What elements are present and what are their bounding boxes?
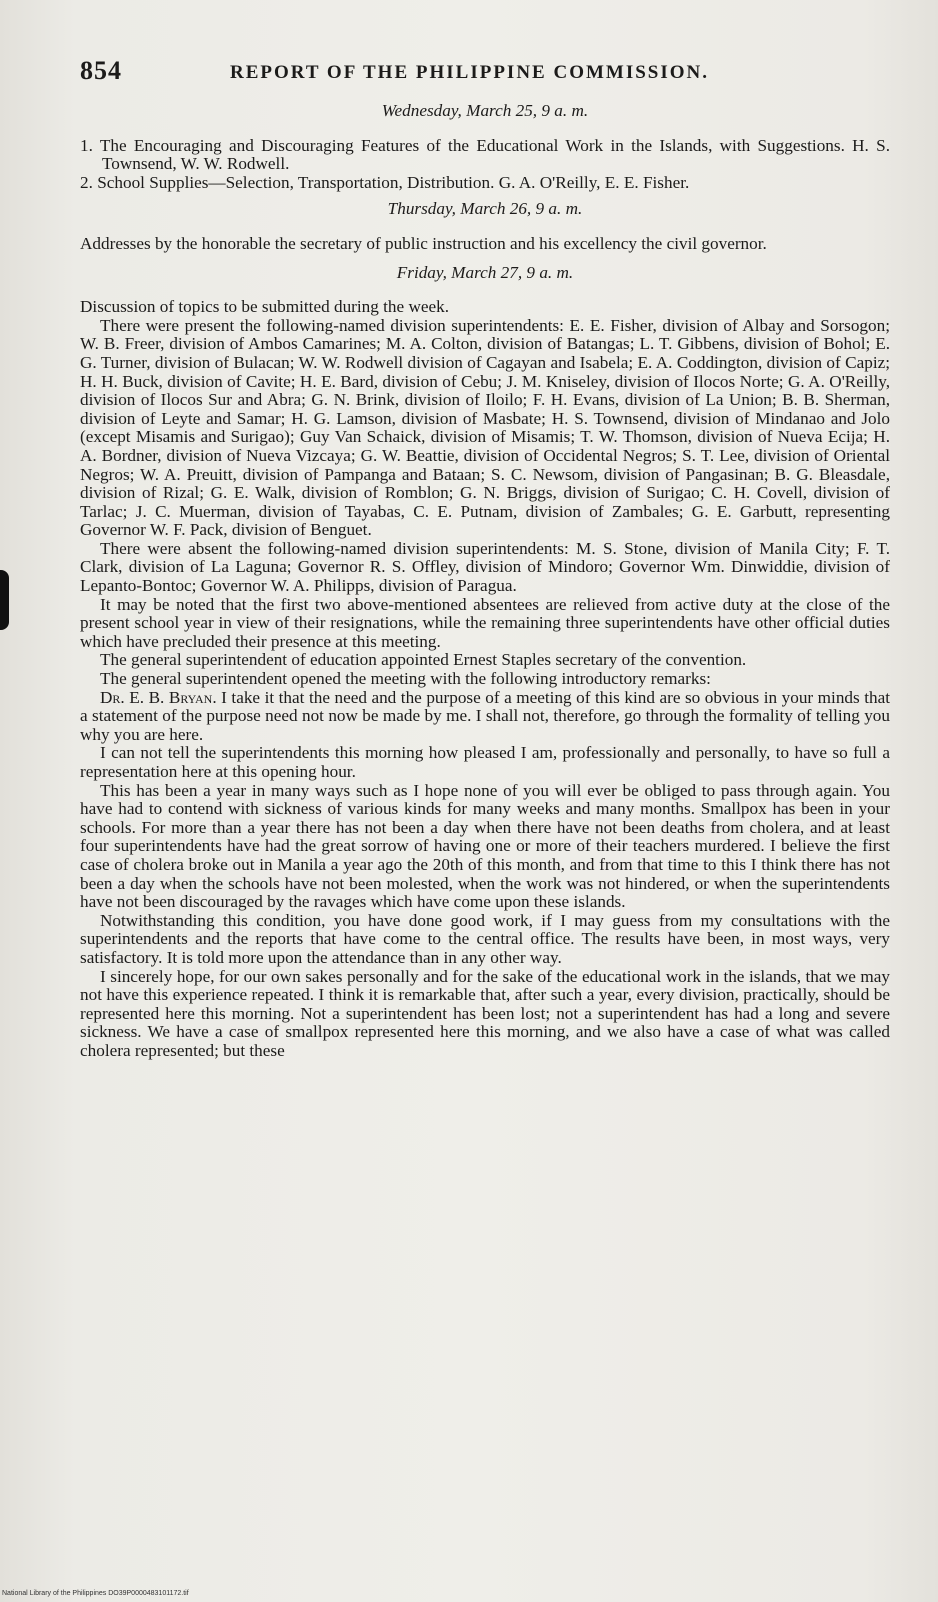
page-number: 854 [80, 56, 122, 85]
agenda-item: 1. The Encouraging and Discouraging Features of the Educational Work in the Islands, with Suggestions. H. S. Townsend, W. W. Rodwell. [80, 135, 890, 174]
noted-paragraph: It may be noted that the first two above-mentioned absentees are relieved from active duty at the close of the present school year in view of their resignations, while the remaining three superintendents have other official duties which have precluded their presence at this meeting. [80, 594, 890, 651]
page-content [80, 102, 890, 1061]
friday-paragraph: Discussion of topics to be submitted during the week. [80, 297, 450, 317]
binding-mark [0, 570, 9, 630]
speech-paragraph [80, 689, 890, 745]
dateline-friday: Friday, March 27, 9 a. m. [396, 262, 574, 282]
thursday-paragraph: Addresses by the honorable the secretary of public instruction and his excellency the civil governor. [80, 233, 767, 253]
present-paragraph: There were present the following-named division superintendents: E. E. Fisher, division of Albay and Sorsogon; W. B. Freer, division of Ambos Camarines; M. A. Colton, division of Batangas; L. T. Gibbens, division of Bohol; E. G. Turner, division of Bulacan; W. W. Rodwell division of Cagayan and Isabela; E. A. Coddington, division of Capiz; H. H. Buck, division of Cavite; H. E. Bard, division of Cebu; J. M. Kniseley, division of Ilocos Norte; G. A. O'Reilly, division of Ilocos Sur and Abra; G. N. Brink, division of Iloilo; F. H. Evans, division of La Union; B. B. Sherman, division of Leyte and Samar; H. G. Lamson, division of Masbate; H. S. Townsend, division of Mindanao and Jolo (except Misamis and Surigao); Guy Van Schaick, division of Misamis; T. W. Thomson, division of Nueva Ecija; H. A. Bordner, division of Nueva Vizcaya; G. W. Beattie, division of Occidental Negros; S. T. Lee, division of Oriental Negros; W. A. Preuitt, division of Pampanga and Bataan; S. C. Newsom, division of Pangasinan; B. G. Bleasdale, division of Rizal; G. E. Walk, division of Romblon; G. N. Briggs, division of Surigao; C. H. Covell, division of Tarlac; J. C. Muerman, division of Tayabas, C. E. Putnam, division of Zambales; G. E. Garbutt, representing Governor W. F. Pack, division of Benguet. [80, 315, 890, 540]
agenda-item: 2. School Supplies—Selection, Transportation, Distribution. G. A. O'Reilly, E. E. Fisher. [80, 172, 690, 192]
agenda-list [80, 137, 890, 193]
opened-paragraph: The general superintendent opened the meeting with the following introductory remarks: [100, 669, 711, 689]
speech-paragraph: I sincerely hope, for our own sakes personally and for the sake of the educational work in the islands, that we may not have this experience repeated. I think it is remarkable that, after such a year, every division, practically, should be represented here this morning. Not a superintendent has been lost; not a superintendent has had a long and severe sickness. We have a case of smallpox represented here this morning, and we also have a case of what was called cholera represented; but these [80, 966, 890, 1060]
speech-text: I take it that the need and the purpose of a meeting of this kind are so obvious in your minds that a statement of the purpose need not now be made by me. I shall not, therefore, go through the formality of telling you why you are here. [80, 687, 891, 744]
speech-paragraph: This has been a year in many ways such as I hope none of you will ever be obliged to pass through again. You have had to contend with sickness of various kinds for many weeks and many months. Smallpox has been in your schools. For more than a year there has not been a day when there have not been deaths from cholera, and at least four superintendents have had the great sorrow of having one or more of their teachers murdered. I believe the first case of cholera broke out in Manila a year ago the 20th of this month, and from that time to this I think there has not been a day when the schools have not been molested, when the work was not hindered, or when the superintendents have not been discouraged by the ravages which have come upon these islands. [80, 780, 890, 912]
page-header [80, 56, 890, 90]
absent-paragraph: There were absent the following-named division superintendents: M. S. Stone, division of Manila City; F. T. Clark, division of La Laguna; Governor R. S. Offley, division of Mindoro; Governor Wm. Dinwiddie, division of Lepanto-Bontoc; Governor W. A. Philipps, division of Paragua. [80, 538, 890, 596]
dateline-wednesday: Wednesday, March 25, 9 a. m. [381, 101, 589, 120]
speech-paragraph: Notwithstanding this condition, you have done good work, if I may guess from my consultations with the superintendents and the reports that have come to the central office. The results have been, in most ways, very satisfactory. It is told more upon the attendance than in any other way. [80, 910, 890, 967]
speech-paragraph: I can not tell the superintendents this morning how pleased I am, professionally and personally, to have so full a representation here at this opening hour. [80, 743, 890, 781]
speaker-name: Dr. E. B. Bryan. [100, 687, 217, 707]
secretary-paragraph: The general superintendent of education appointed Ernest Staples secretary of the convention. [100, 650, 747, 670]
running-title: REPORT OF THE PHILIPPINE COMMISSION. [230, 62, 710, 83]
scan-credit: National Library of the Philippines DO39P0000483101172.tif [2, 1590, 189, 1597]
dateline-thursday: Thursday, March 26, 9 a. m. [387, 199, 583, 219]
